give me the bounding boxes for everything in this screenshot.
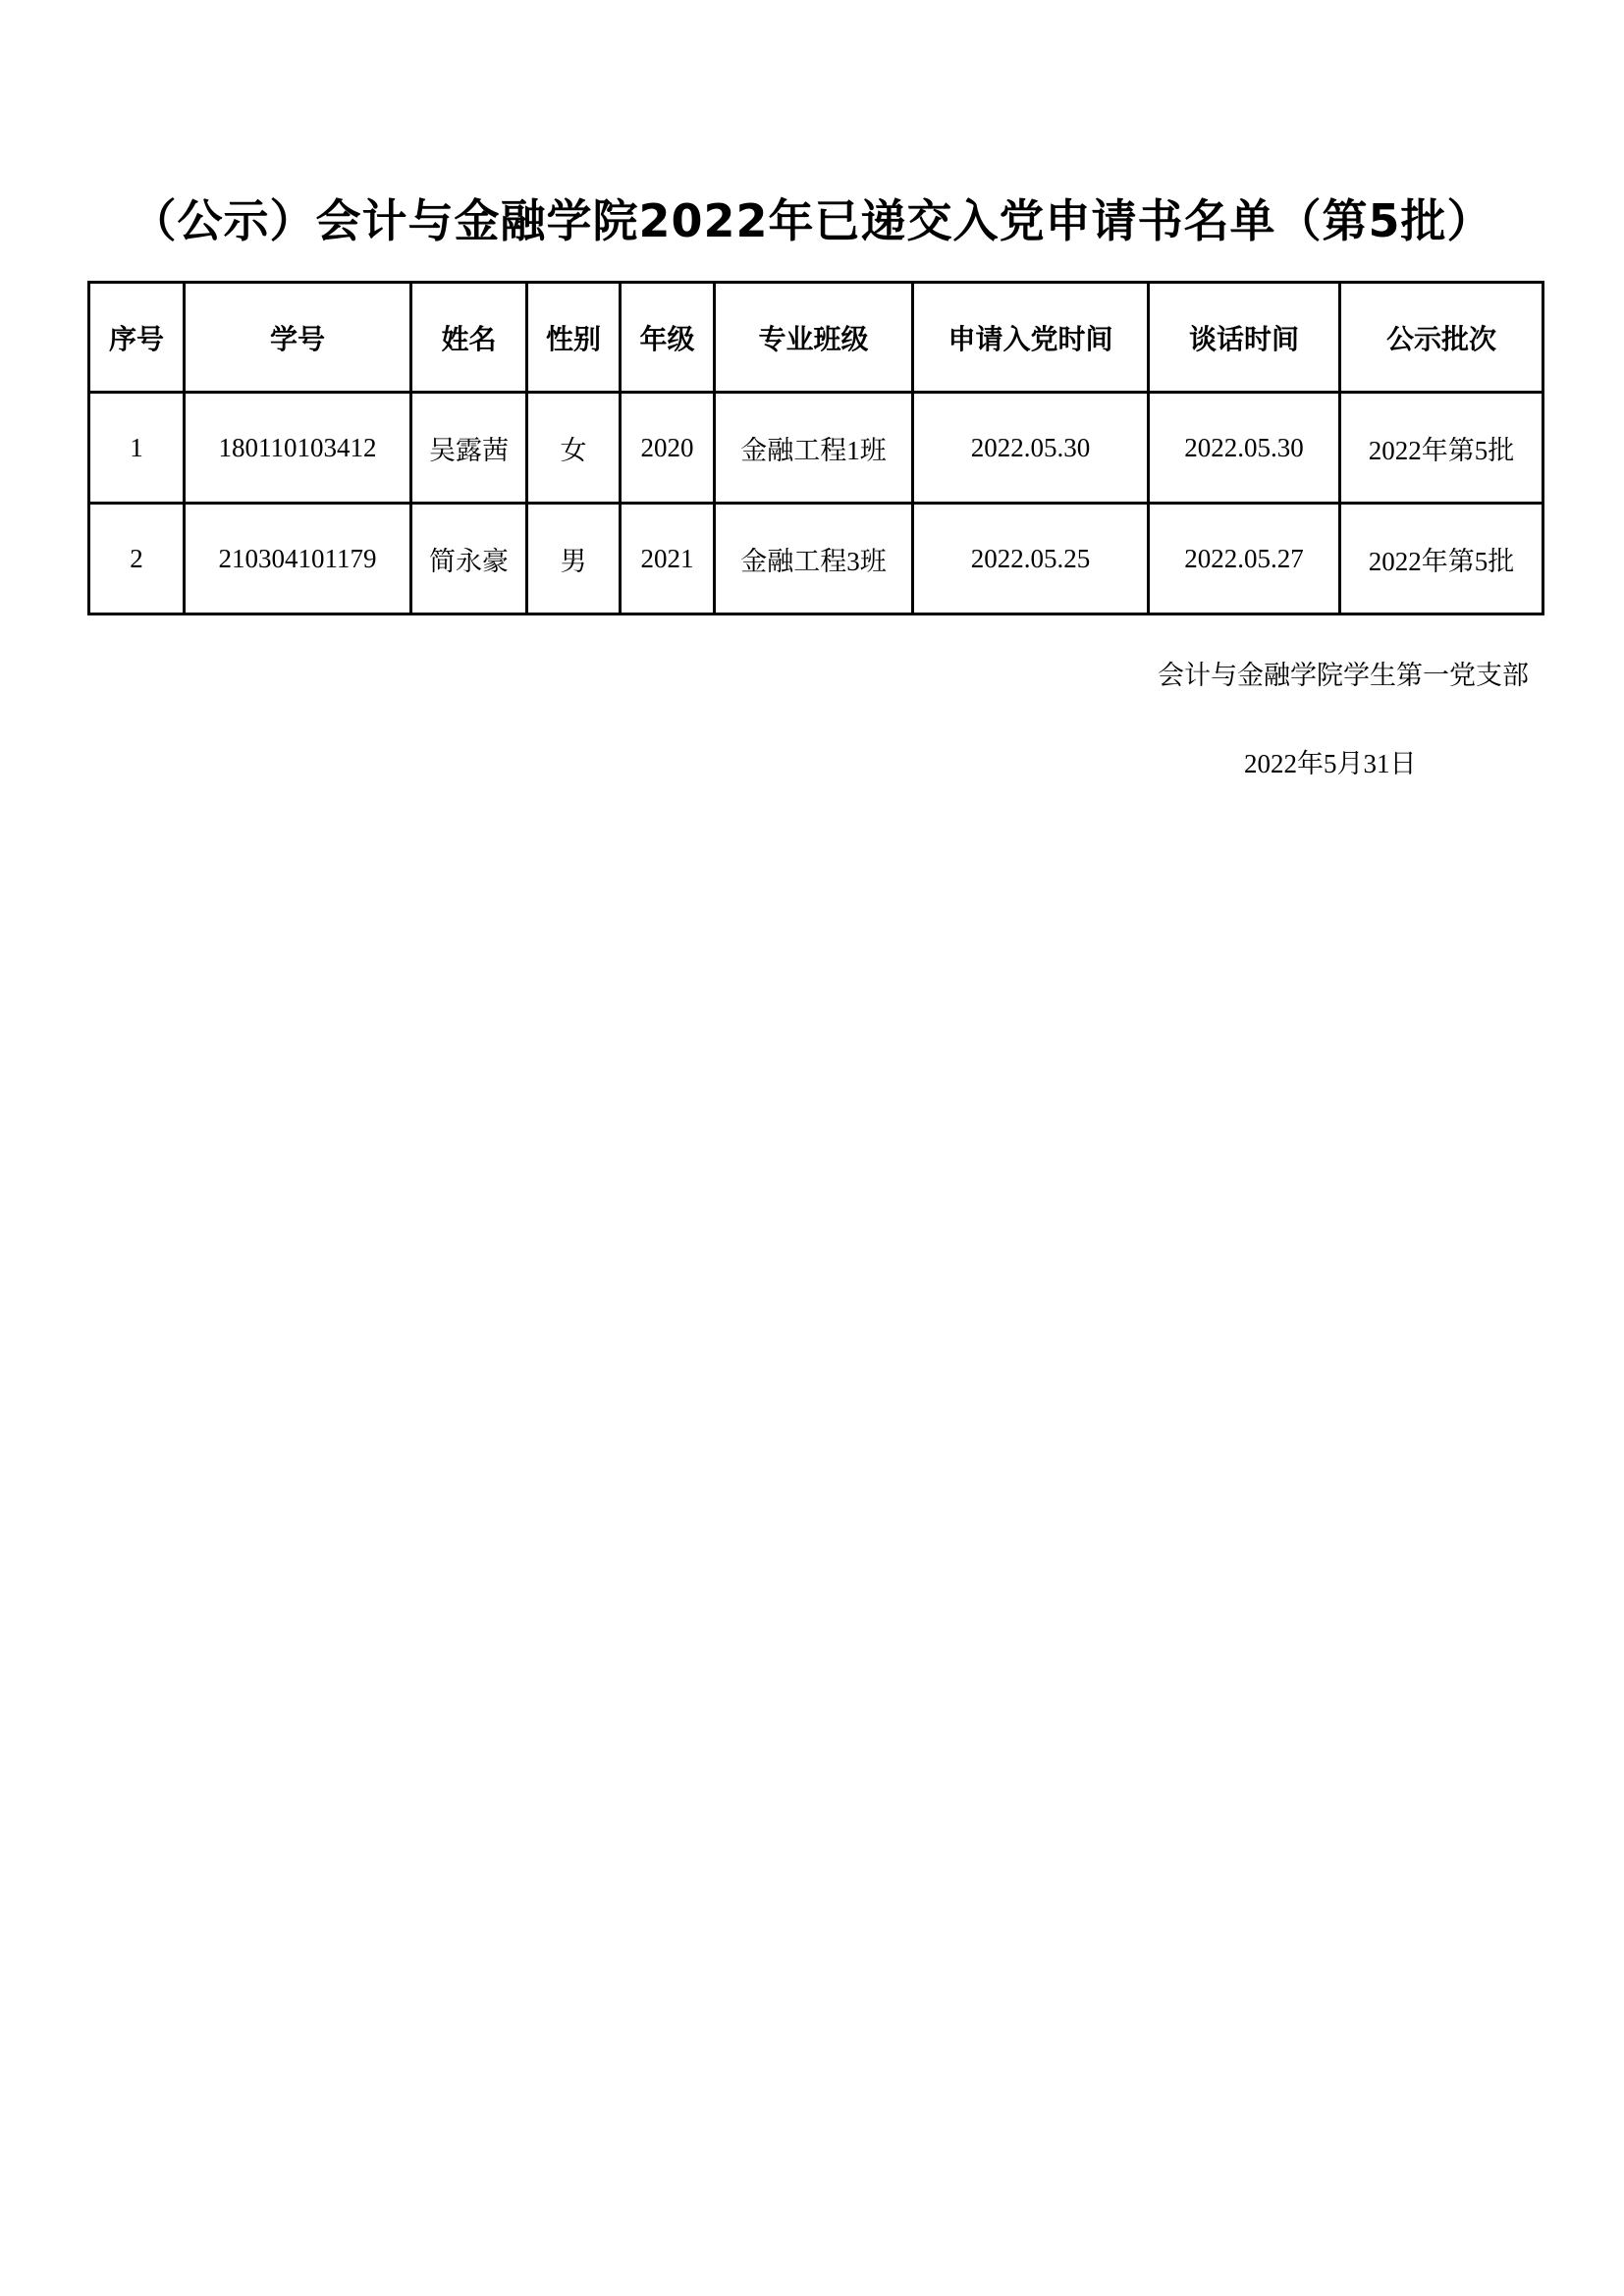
cell-name: 吴露茜 — [411, 393, 527, 504]
cell-index: 2 — [89, 504, 185, 614]
cell-student-id: 210304101179 — [185, 504, 411, 614]
header-gender: 性别 — [527, 283, 621, 393]
table-row — [89, 504, 1543, 614]
cell-publicity-batch: 2022年第5批 — [1340, 393, 1543, 504]
header-name: 姓名 — [411, 283, 527, 393]
cell-gender: 女 — [527, 393, 621, 504]
header-grade: 年级 — [621, 283, 715, 393]
header-publicity-batch: 公示批次 — [1340, 283, 1543, 393]
issuing-organization: 会计与金融学院学生第一党支部 — [1158, 661, 1529, 690]
header-index: 序号 — [89, 283, 185, 393]
cell-index: 1 — [89, 393, 185, 504]
cell-major-class: 金融工程1班 — [715, 393, 913, 504]
header-major-class: 专业班级 — [715, 283, 913, 393]
cell-major-class: 金融工程3班 — [715, 504, 913, 614]
header-student-id: 学号 — [185, 283, 411, 393]
cell-application-date: 2022.05.25 — [913, 504, 1149, 614]
document-title: （公示）会计与金融学院2022年已递交入党申请书名单（第5批） — [131, 194, 1493, 247]
cell-name: 简永豪 — [411, 504, 527, 614]
cell-gender: 男 — [527, 504, 621, 614]
header-application-date: 申请入党时间 — [913, 283, 1149, 393]
table-row — [89, 393, 1543, 504]
issue-date: 2022年5月31日 — [1244, 749, 1417, 778]
cell-student-id: 180110103412 — [185, 393, 411, 504]
cell-application-date: 2022.05.30 — [913, 393, 1149, 504]
cell-interview-date: 2022.05.27 — [1149, 504, 1340, 614]
table-header-row — [89, 283, 1543, 393]
cell-grade: 2021 — [621, 504, 715, 614]
applicant-table — [87, 281, 1544, 615]
header-interview-date: 谈话时间 — [1149, 283, 1340, 393]
cell-grade: 2020 — [621, 393, 715, 504]
cell-interview-date: 2022.05.30 — [1149, 393, 1340, 504]
cell-publicity-batch: 2022年第5批 — [1340, 504, 1543, 614]
